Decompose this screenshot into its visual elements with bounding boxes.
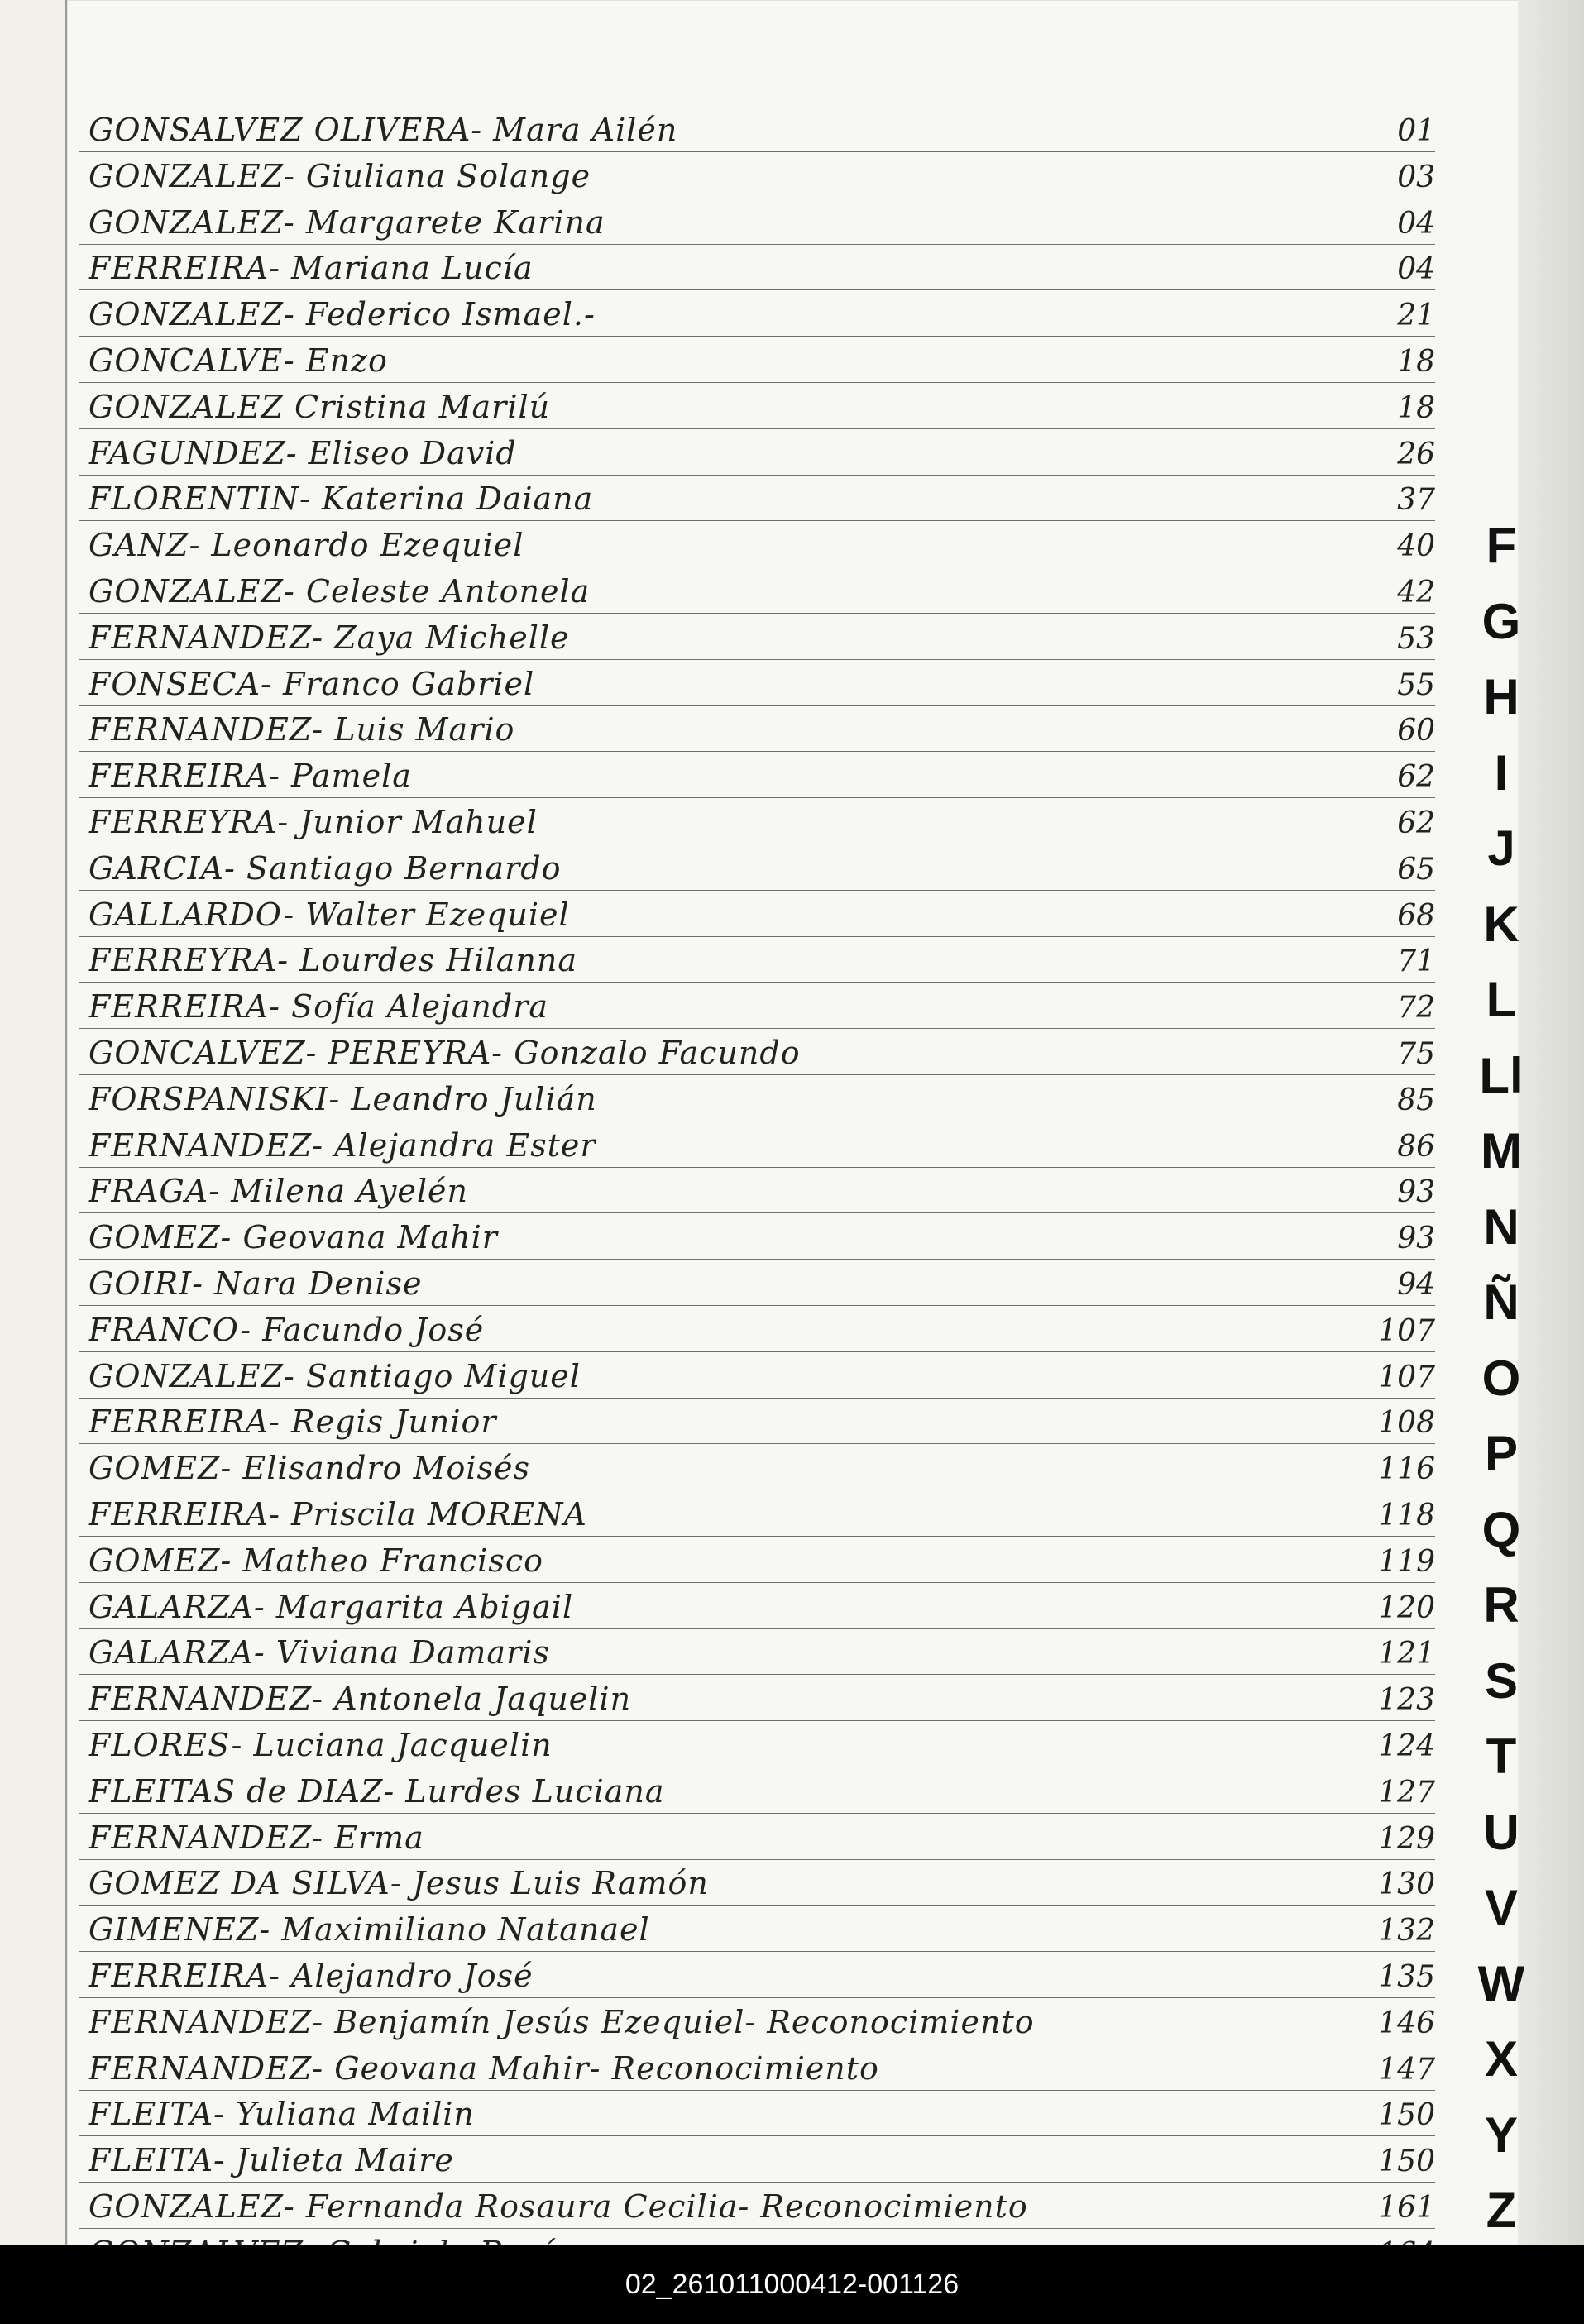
entry-number: 129 (1378, 1821, 1435, 1856)
entry-name: GONZALEZ- Santiago Miguel (89, 1357, 581, 1394)
index-tab[interactable]: H (1483, 669, 1519, 724)
index-tab[interactable]: Ll (1479, 1047, 1524, 1103)
entry-number: 85 (1397, 1083, 1435, 1117)
entry-number: 86 (1397, 1129, 1435, 1164)
table-row (79, 1628, 1435, 1675)
entry-number: 26 (1397, 437, 1435, 471)
table-row (79, 1490, 1435, 1537)
entry-number: 124 (1378, 1729, 1435, 1763)
entry-name: GONZALEZ- Federico Ismael.- (89, 296, 596, 333)
entry-name: FERNANDEZ- Antonela Jaquelin (89, 1681, 632, 1718)
index-tab[interactable]: M (1481, 1123, 1522, 1179)
table-row (79, 2090, 1435, 2136)
entry-number: 21 (1397, 299, 1435, 333)
entry-name: GONSALVEZ OLIVERA- Mara Ailén (89, 112, 678, 148)
table-row (79, 1583, 1435, 1629)
entry-number: 72 (1397, 991, 1435, 1026)
index-tab[interactable]: Y (1484, 2106, 1519, 2163)
table-row (79, 1767, 1435, 1814)
entry-name: GONZALEZ- Celeste Antonela (89, 573, 591, 610)
entry-name: GOMEZ- Geovana Mahir (89, 1219, 498, 1256)
table-row (79, 2136, 1435, 2183)
entry-number: 93 (1397, 1222, 1435, 1256)
entry-number: 123 (1378, 1683, 1435, 1718)
entry-name: GONZALEZ- Fernanda Rosaura Cecilia- Reconocimiento (89, 2188, 1028, 2225)
table-row (79, 1814, 1435, 1860)
table-row (79, 1075, 1435, 1121)
entry-name: FERREIRA- Sofía Alejandra (89, 988, 549, 1026)
entry-number: 119 (1378, 1544, 1435, 1579)
entry-number: 121 (1378, 1637, 1435, 1671)
entry-name: GANZ- Leonardo Ezequiel (89, 527, 524, 564)
entry-number: 62 (1397, 806, 1435, 840)
index-tab[interactable]: F (1486, 518, 1517, 573)
entry-name: GIMENEZ- Maximiliano Natanael (89, 1911, 650, 1949)
entry-number: 37 (1397, 483, 1435, 518)
table-row (79, 1859, 1435, 1906)
table-row (79, 983, 1435, 1029)
index-tab[interactable]: T (1486, 1729, 1517, 1784)
table-row (79, 1213, 1435, 1260)
footer-bar (0, 2245, 1584, 2324)
table-row (79, 290, 1435, 337)
table-row (79, 106, 1435, 152)
entry-number: 62 (1397, 760, 1435, 795)
entry-name: FORSPANISKI- Leandro Julián (89, 1080, 597, 1117)
index-tab[interactable]: Z (1486, 2183, 1517, 2238)
table-row (79, 1167, 1435, 1213)
table-row (79, 1444, 1435, 1490)
image-caption: 02_261011000412-001126 (625, 2269, 959, 2300)
entry-number: 65 (1397, 852, 1435, 887)
table-row (79, 1721, 1435, 1767)
table-row (79, 475, 1435, 521)
table-row (79, 1675, 1435, 1721)
index-tab[interactable]: R (1483, 1577, 1519, 1633)
index-tab[interactable]: U (1483, 1804, 1519, 1860)
table-row (79, 1029, 1435, 1075)
table-row (79, 1306, 1435, 1352)
table-row (79, 429, 1435, 476)
entry-number: 161 (1378, 2191, 1435, 2225)
index-tab[interactable]: J (1487, 820, 1515, 876)
entry-name: GOMEZ DA SILVA- Jesus Luis Ramón (89, 1865, 709, 1902)
entry-name: FLORES- Luciana Jacquelin (89, 1727, 553, 1763)
entry-name: GONCALVEZ- PEREYRA- Gonzalo Facundo (89, 1035, 801, 1071)
entry-name: GALARZA- Margarita Abigail (89, 1588, 574, 1625)
entry-number: 04 (1397, 252, 1435, 287)
entry-number: 127 (1378, 1775, 1435, 1810)
entry-name: GONZALEZ Cristina Marilú (89, 388, 551, 425)
entry-number: 53 (1397, 621, 1435, 656)
table-row (79, 891, 1435, 937)
entry-number: 71 (1397, 944, 1435, 979)
entry-name: FERREIRA- Regis Junior (89, 1403, 497, 1441)
index-tab[interactable]: N (1483, 1198, 1519, 1255)
entry-name: FLEITA- Julieta Maire (89, 2142, 454, 2179)
table-row (79, 844, 1435, 891)
entry-name: GONZALEZ- Giuliana Solange (89, 157, 591, 194)
entry-number: 150 (1378, 2098, 1435, 2133)
table-row (79, 198, 1435, 245)
entry-number: 135 (1378, 1960, 1435, 1994)
entry-name: FERNANDEZ- Luis Mario (89, 711, 515, 748)
entry-name: GALLARDO- Walter Ezequiel (89, 896, 570, 933)
index-tab[interactable]: X (1484, 2031, 1519, 2087)
table-row (79, 1352, 1435, 1399)
entry-name: GOMEZ- Elisandro Moisés (89, 1450, 531, 1487)
entry-name: GOMEZ- Matheo Francisco (89, 1542, 543, 1579)
entry-name: FONSECA- Franco Gabriel (89, 665, 535, 702)
entry-number: 68 (1397, 898, 1435, 933)
table-row (79, 614, 1435, 660)
entry-name: FLEITAS de DIAZ- Lurdes Luciana (89, 1772, 665, 1810)
entry-name: FLEITA- Yuliana Mailin (89, 2096, 475, 2133)
index-tab[interactable]: K (1483, 896, 1519, 952)
entry-number: 120 (1378, 1590, 1435, 1625)
entry-name: FERNANDEZ- Benjamín Jesús Ezequiel- Reconocimiento (89, 2003, 1035, 2040)
index-tabs (1443, 509, 1559, 2262)
entry-list (79, 106, 1435, 2256)
entry-number: 42 (1397, 576, 1435, 610)
index-tab[interactable]: G (1481, 593, 1521, 649)
entry-name: GONCALVE- Enzo (89, 342, 388, 379)
table-row (79, 2044, 1435, 2091)
entry-number: 132 (1378, 1914, 1435, 1949)
table-row (79, 705, 1435, 752)
index-tab[interactable]: S (1484, 1652, 1519, 1709)
table-row (79, 152, 1435, 198)
entry-number: 107 (1378, 1360, 1435, 1394)
entry-name: FERREIRA- Pamela (89, 758, 412, 795)
entry-name: GARCIA- Santiago Bernardo (89, 849, 562, 887)
entry-name: FERNANDEZ- Geovana Mahir- Reconocimiento (89, 2049, 879, 2087)
entry-name: FERNANDEZ- Erma (89, 1819, 424, 1856)
table-row (79, 521, 1435, 567)
entry-number: 18 (1397, 390, 1435, 425)
table-row (79, 1998, 1435, 2044)
table-row (79, 752, 1435, 798)
index-tab[interactable]: V (1484, 1880, 1519, 1935)
entry-number: 01 (1397, 114, 1435, 148)
index-tab[interactable]: P (1484, 1426, 1519, 1481)
table-row (79, 1398, 1435, 1444)
index-tab[interactable]: I (1494, 744, 1509, 801)
table-row (79, 660, 1435, 706)
entry-name: FERNANDEZ- Alejandra Ester (89, 1126, 596, 1164)
table-row (79, 1906, 1435, 1952)
table-row (79, 2183, 1435, 2229)
entry-number: 147 (1378, 2052, 1435, 2087)
entry-number: 04 (1397, 206, 1435, 241)
table-row (79, 244, 1435, 290)
entry-name: FAGUNDEZ- Eliseo David (89, 434, 517, 471)
table-row (79, 1121, 1435, 1168)
entry-name: GOIRI- Nara Denise (89, 1265, 423, 1302)
index-tab[interactable]: O (1481, 1350, 1521, 1406)
table-row (79, 798, 1435, 844)
index-tab[interactable]: Q (1481, 1501, 1521, 1557)
entry-name: FERREYRA- Junior Mahuel (89, 804, 538, 840)
entry-number: 108 (1378, 1406, 1435, 1441)
table-row (79, 567, 1435, 614)
entry-number: 93 (1397, 1175, 1435, 1210)
entry-number: 146 (1378, 2006, 1435, 2040)
entry-number: 118 (1378, 1499, 1435, 1533)
entry-number: 55 (1397, 667, 1435, 702)
entry-name: GONZALEZ- Margarete Karina (89, 203, 605, 241)
entry-name: FERREYRA- Lourdes Hilanna (89, 942, 577, 979)
entry-number: 60 (1397, 714, 1435, 748)
entry-number: 116 (1378, 1452, 1435, 1487)
entry-name: FERREIRA- Alejandro José (89, 1958, 534, 1994)
index-tab[interactable]: Ñ (1483, 1274, 1519, 1330)
table-row (79, 383, 1435, 429)
index-tab[interactable]: W (1477, 1955, 1525, 2011)
entry-name: FLORENTIN- Katerina Daiana (89, 481, 594, 518)
table-row (79, 1537, 1435, 1583)
entry-name: GALARZA- Viviana Damaris (89, 1634, 550, 1671)
entry-name: FERREIRA- Mariana Lucía (89, 250, 534, 287)
entry-number: 130 (1378, 1867, 1435, 1902)
entry-number: 75 (1397, 1037, 1435, 1071)
entry-number: 18 (1397, 345, 1435, 379)
entry-name: FRANCO- Facundo José (89, 1311, 485, 1348)
entry-name: FERREIRA- Priscila MORENA (89, 1496, 587, 1533)
entry-number: 40 (1397, 529, 1435, 564)
table-row (79, 936, 1435, 983)
entry-name: FERNANDEZ- Zaya Michelle (89, 619, 570, 656)
table-row (79, 1260, 1435, 1306)
entry-number: 150 (1378, 2145, 1435, 2179)
entry-number: 94 (1397, 1268, 1435, 1302)
entry-number: 03 (1397, 160, 1435, 194)
index-tab[interactable]: L (1486, 972, 1517, 1027)
table-row (79, 337, 1435, 383)
entry-name: FRAGA- Milena Ayelén (89, 1173, 469, 1210)
table-row (79, 1952, 1435, 1998)
entry-number: 107 (1378, 1313, 1435, 1348)
